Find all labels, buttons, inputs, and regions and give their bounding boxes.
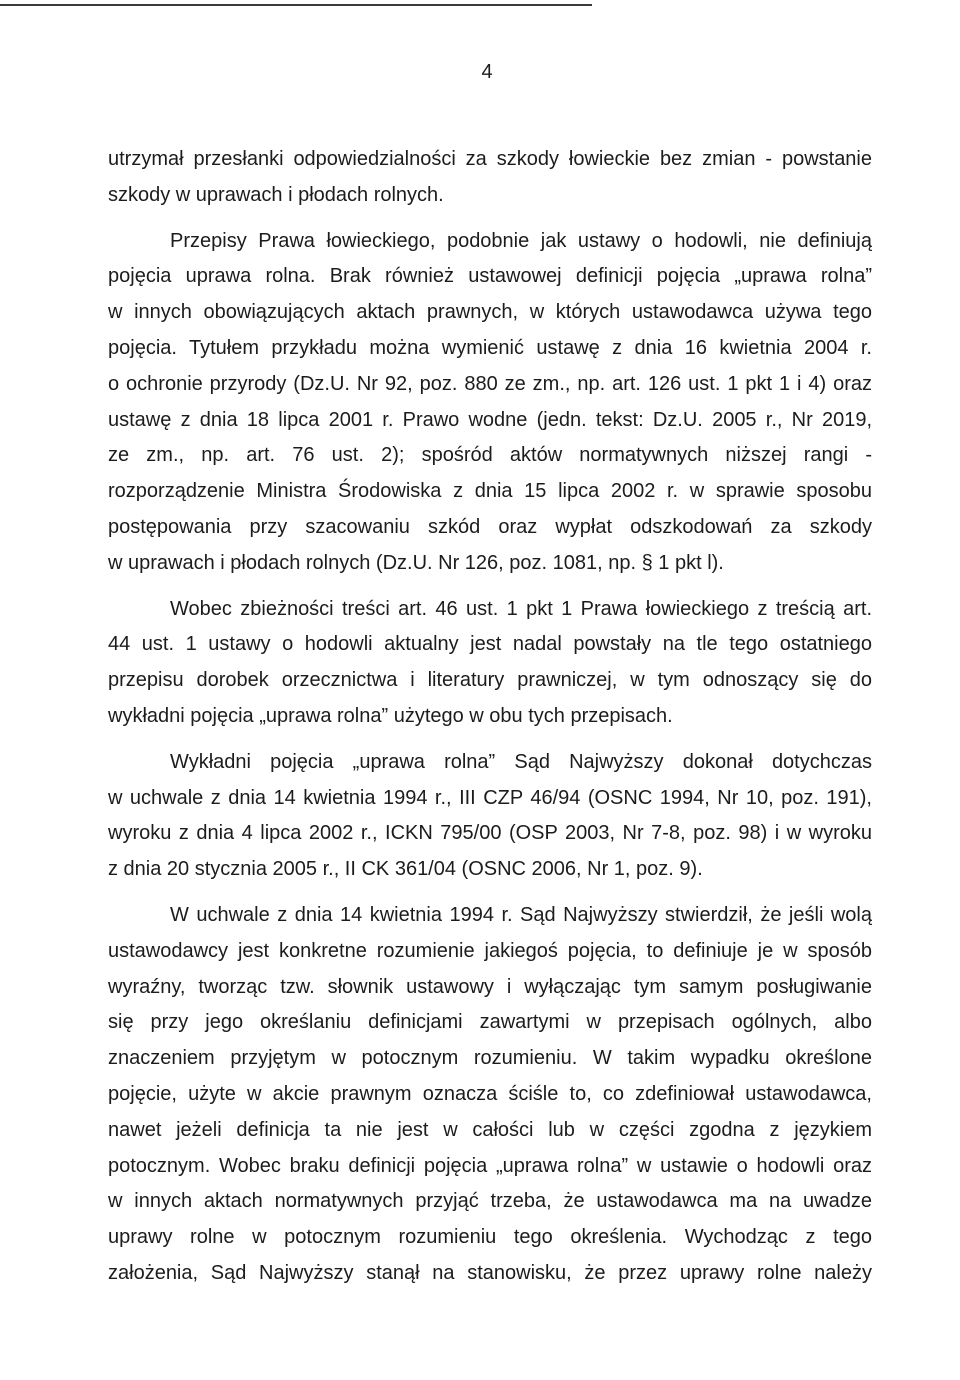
text-line: Wykładni pojęcia „uprawa rolna” Sąd Najwyższy dokonał dotychczas bbox=[170, 750, 872, 773]
text-line: postępowania przy szacowaniu szkód oraz wypłat odszkodowań za szkody bbox=[108, 515, 872, 538]
text-line: o ochronie przyrody (Dz.U. Nr 92, poz. 880 ze zm., np. art. 126 ust. 1 pkt 1 i 4) oraz bbox=[108, 372, 872, 395]
text-line: się przy jego określaniu definicjami zawartymi w przepisach ogólnych, albo bbox=[108, 1011, 872, 1034]
paragraph bbox=[108, 224, 872, 582]
page-number: 4 bbox=[481, 61, 493, 83]
text-line: pojęcie, użyte w akcie prawnym oznacza ściśle to, co zdefiniował ustawodawca, bbox=[108, 1082, 872, 1105]
text-line: utrzymał przesłanki odpowiedzialności za szkody łowieckie bez zmian - powstanie bbox=[108, 148, 872, 170]
text-line: W uchwale z dnia 14 kwietnia 1994 r. Sąd Najwyższy stwierdził, że jeśli wolą bbox=[170, 903, 872, 926]
text-line: ze zm., np. art. 76 ust. 2); spośród aktów normatywnych niższej rangi - bbox=[108, 444, 872, 467]
text-line: w innych obowiązujących aktach prawnych, w których ustawodawca używa tego bbox=[108, 301, 872, 324]
text-line: pojęcia. Tytułem przykładu można wymienić ustawę z dnia 16 kwietnia 2004 r. bbox=[108, 336, 872, 359]
paragraph bbox=[108, 592, 872, 735]
text-line: wyraźny, tworząc tzw. słownik ustawowy i wyłączając tym samym posługiwanie bbox=[108, 975, 872, 998]
text-line: uprawy rolne w potocznym rozumieniu tego określenia. Wychodząc z tego bbox=[108, 1226, 872, 1249]
text-line: znaczeniem przyjętym w potocznym rozumieniu. W takim wypadku określone bbox=[108, 1047, 872, 1070]
top-rule bbox=[0, 4, 592, 6]
text-line: z dnia 20 stycznia 2005 r., II CK 361/04 (OSNC 2006, Nr 1, poz. 9). bbox=[108, 858, 703, 881]
text-line: Wobec zbieżności treści art. 46 ust. 1 pkt 1 Prawa łowieckiego z treścią art. bbox=[170, 597, 872, 620]
text-line: wyroku z dnia 4 lipca 2002 r., ICKN 795/00 (OSP 2003, Nr 7-8, poz. 98) i w wyroku bbox=[108, 822, 872, 845]
text-line: w uprawach i płodach rolnych (Dz.U. Nr 126, poz. 1081, np. § 1 pkt l). bbox=[108, 551, 724, 574]
text-line: przepisu dorobek orzecznictwa i literatury prawniczej, w tym odnoszący się do bbox=[108, 669, 872, 692]
text-line: 44 ust. 1 ustawy o hodowli aktualny jest nadal powstały na tle tego ostatniego bbox=[108, 633, 872, 656]
text-line: założenia, Sąd Najwyższy stanął na stanowisku, że przez uprawy rolne należy bbox=[108, 1261, 872, 1284]
text-line: ustawodawcy jest konkretne rozumienie jakiegoś pojęcia, to definiuje je w sposób bbox=[108, 939, 872, 962]
text-line: ustawę z dnia 18 lipca 2001 r. Prawo wodne (jedn. tekst: Dz.U. 2005 r., Nr 2019, bbox=[108, 408, 872, 431]
text-line: szkody w uprawach i płodach rolnych. bbox=[108, 183, 444, 206]
text-line: w innych aktach normatywnych przyjąć trzeba, że ustawodawca ma na uwadze bbox=[108, 1190, 872, 1213]
text-line: nawet jeżeli definicja ta nie jest w całości lub w części zgodna z językiem bbox=[108, 1118, 872, 1141]
text-line: Przepisy Prawa łowieckiego, podobnie jak ustawy o hodowli, nie definiują bbox=[170, 229, 872, 252]
text-line: w uchwale z dnia 14 kwietnia 1994 r., III CZP 46/94 (OSNC 1994, Nr 10, poz. 191), bbox=[108, 786, 872, 809]
paragraph bbox=[108, 142, 872, 214]
text-line: potocznym. Wobec braku definicji pojęcia „uprawa rolna” w ustawie o hodowli oraz bbox=[108, 1154, 872, 1177]
text-line: wykładni pojęcia „uprawa rolna” użytego w obu tych przepisach. bbox=[108, 704, 673, 727]
document-body bbox=[108, 142, 872, 1292]
paragraph bbox=[108, 898, 872, 1292]
paragraph bbox=[108, 745, 872, 888]
text-line: pojęcia uprawa rolna. Brak również ustawowej definicji pojęcia „uprawa rolna” bbox=[108, 265, 872, 288]
text-line: rozporządzenie Ministra Środowiska z dnia 15 lipca 2002 r. w sprawie sposobu bbox=[108, 480, 872, 503]
